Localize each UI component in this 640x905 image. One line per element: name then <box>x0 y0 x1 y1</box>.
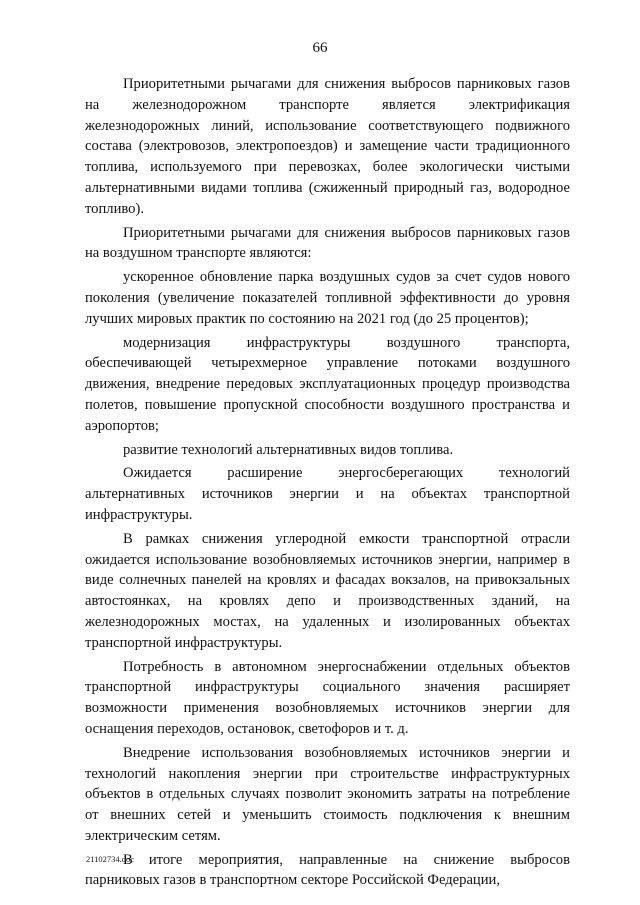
paragraph-autonomous-power: Потребность в автономном энергоснабжении отдельных объектов транспортной инфраструктуры социального значения расширяет возможности применения возобновляемых источников энергии для оснащения переходов, остановок, светофоров и т. д. <box>85 658 570 737</box>
paragraph-fleet-renewal: ускоренное обновление парка воздушных судов за счет судов нового поколения (увеличение показателей топливной эффективности до уровня лучших мировых практик по состоянию на 2021 год (до 25 процентов); <box>85 269 570 327</box>
paragraph-energy-saving: Ожидается расширение энергосберегающих технологий альтернативных источников энергии и на объектах транспортной инфраструктуры. <box>85 465 570 523</box>
paragraph-alternative-fuels: развитие технологий альтернативных видов топлива. <box>123 441 454 458</box>
document-file-code: 21102734.doc <box>86 854 135 864</box>
paragraph-conclusion: В итоге мероприятия, направленные на снижение выбросов парниковых газов в транспортном секторе Российской Федерации, <box>85 851 570 889</box>
paragraph-rail-transport: Приоритетными рычагами для снижения выбросов парниковых газов на железнодорожном транспорте является электрификация железнодорожных линий, использование соответствующего подвижного состава (электровозов, электропоездов) и замещение части традиционного топлива, используемого при перевозках, более экологически чистыми альтернативными видами топлива (сжиженный природный газ, водородное топливо). <box>85 76 570 217</box>
paragraph-energy-storage: Внедрение использования возобновляемых источников энергии и технологий накопления энергии при строительстве инфраструктурных объектов в отдельных случаях позволит экономить затраты на потребление от внешних сетей и уменьшить стоимость подключения к внешним электрическим сетям. <box>85 744 570 844</box>
paragraph-air-transport-intro: Приоритетными рычагами для снижения выбросов парниковых газов на воздушном транспорте являются: <box>85 224 570 262</box>
paragraph-renewable-sources: В рамках снижения углеродной емкости транспортной отрасли ожидается использование возобновляемых источников энергии, например в виде солнечных панелей на кровлях и фасадах вокзалов, на привокзальных автостоянках, на кровлях депо и производственных зданий, на железнодорожных мостах, на удаленных и изолированных объектах транспортной инфраструктуры. <box>85 530 570 651</box>
body-text <box>85 74 570 891</box>
paragraph-infrastructure-modernization: модернизация инфраструктуры воздушного транспорта, обеспечивающей четырехмерное управление потоками воздушного движения, внедрение передовых эксплуатационных процедур производства полетов, повышение пропускной способности воздушного пространства и аэропортов; <box>85 334 570 434</box>
page-number: 66 <box>312 40 328 56</box>
